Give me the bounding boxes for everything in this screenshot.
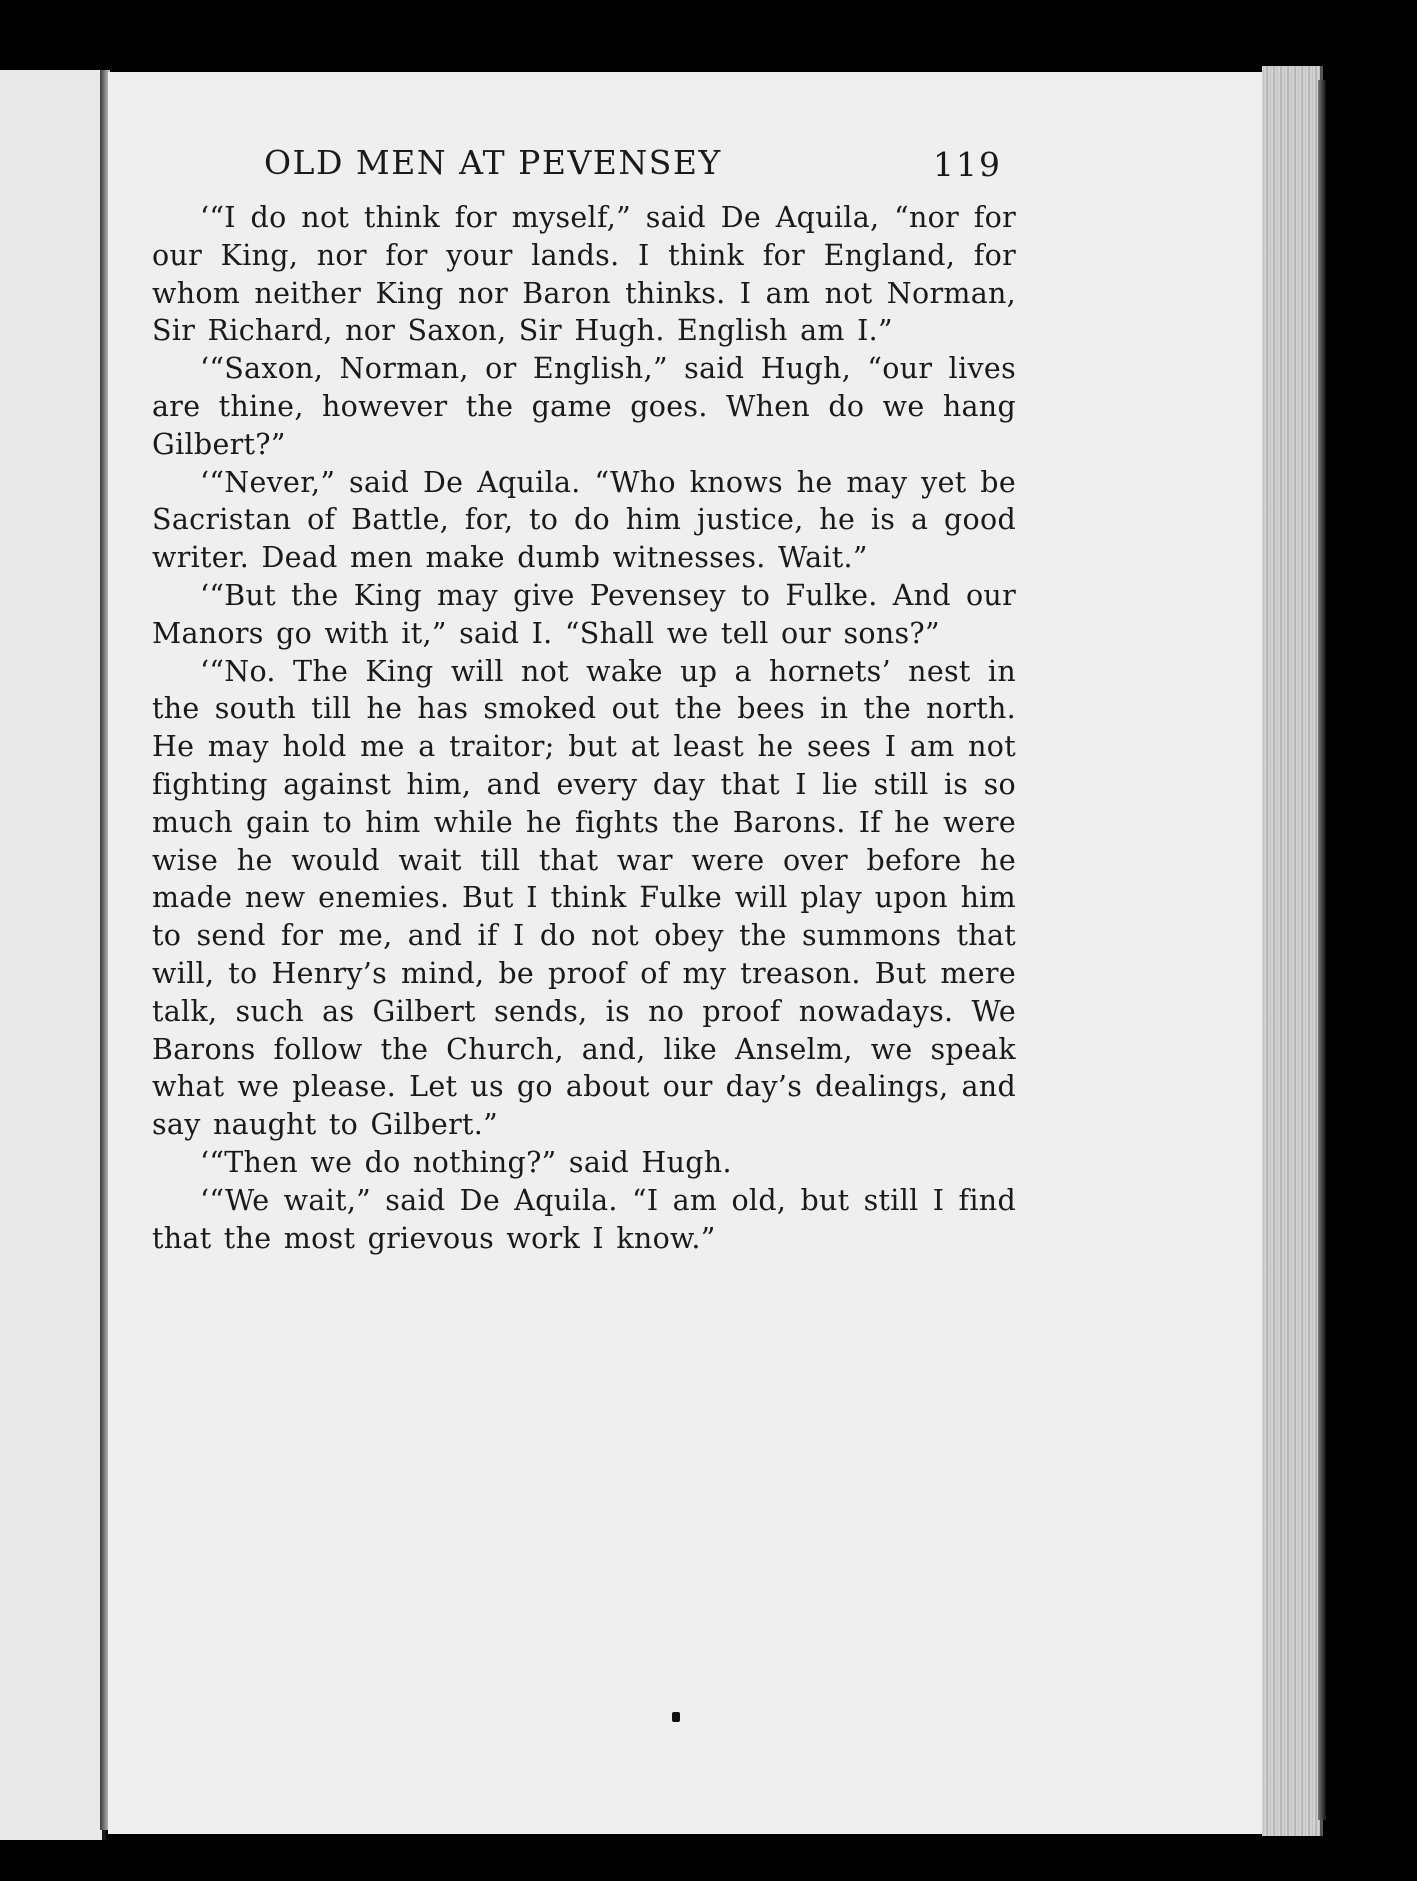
body-text (152, 199, 1016, 1257)
book-edge-shadow (1318, 80, 1326, 1820)
paragraph: ‘“But the King may give Pevensey to Fulke. And our Manors go with it,” said I. “Shall we tell our sons?” (152, 578, 1016, 650)
paragraph: ‘“Never,” said De Aquila. “Who knows he may yet be Sacristan of Battle, for, to do him justice, he is a good writer. Dead men make dumb witnesses. Wait.” (152, 465, 1016, 575)
page-stack-edge (1262, 66, 1323, 1836)
paragraph: ‘“I do not think for myself,” said De Aquila, “nor for our King, nor for your lands. I think for England, for whom neither King nor Baron thinks. I am not Norman, Sir Richard, nor Saxon, Sir Hugh. English am I.” (152, 201, 1016, 348)
ink-mark (672, 1712, 680, 1722)
running-head-title: OLD MEN AT PEVENSEY (264, 143, 722, 182)
running-head (152, 143, 1016, 199)
page-number: 119 (933, 145, 1002, 184)
paragraph: ‘“Then we do nothing?” said Hugh. (200, 1145, 732, 1179)
page-text-block (152, 143, 1016, 1257)
paragraph: ‘“We wait,” said De Aquila. “I am old, but still I find that the most grievous work I know.” (152, 1183, 1016, 1255)
previous-page-edge (0, 70, 106, 1840)
paragraph: ‘“No. The King will not wake up a hornets’ nest in the south till he has smoked out the bees in the north. He may hold me a traitor; but at least he sees I am not fighting against him, and every day that I lie still is so much gain to him while he fights the Barons. If he were wise he would wait till that war were over before he made new enemies. But I think Fulke will play upon him to send for me, and if I do not obey the summons that will, to Henry’s mind, be proof of my treason. But mere talk, such as Gilbert sends, is no proof nowadays. We Barons follow the Church, and, like Anselm, we speak what we please. Let us go about our day’s dealings, and say naught to Gilbert.” (152, 654, 1016, 1142)
paragraph: ‘“Saxon, Norman, or English,” said Hugh, “our lives are thine, however the game goes. When do we hang Gilbert?” (152, 352, 1016, 461)
